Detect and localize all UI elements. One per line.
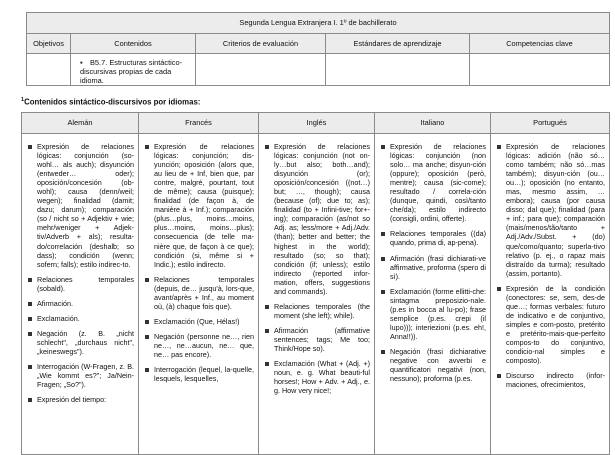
cell-estandares: [326, 54, 470, 86]
content-text: Estructuras sintáctico-discursivas propias de cada idioma.: [80, 58, 183, 85]
column-italiano: [375, 134, 491, 455]
list-item: Interrogación (lequel, la-quelle, lesquels, lesquelles,: [143, 365, 254, 383]
list-item: Exclamación (What + (Adj. +) noun, e. g. What beauti-ful horses!; How + Adv. + Adj., e. g. How very nice!;: [263, 359, 370, 395]
column-portugues: [491, 134, 610, 455]
lang-header-frances: Francés: [139, 113, 259, 134]
header-competencias: Competencias clave: [470, 34, 610, 54]
column-aleman: [22, 134, 139, 455]
list-item: Expresión de relaciones lógicas: conjunción (not on-ly…but also; both…and); disyunción (or); oposición/concesión ((not…) but; …, though); causa (because (of); due to; as); finalidad (to + Infini-tive; for+-ing); comparación (as/not so Adj. as; less/more + Adj./Adv. (than); better and better; the highest in the world); resultado (so; so that); condición (if; unless); estilo indirecto (reported infor-mation, offers, suggestions and commands).: [263, 142, 370, 296]
list-item: Negación (frasi dichiarative negative con avverbi e quantificatori negativi (non, nessuno); proforma (p.es.: [379, 347, 486, 383]
list-item: Expresión de relaciones lógicas: conjunción; dis-yunción; oposición (alors que, au lieu de + Inf, bien que, par contre, malgré, pourtant, tout de même); causa (puisque); finalidad (de façon à, de manière à + Inf.); comparación (plus…plus, moins…moins, plus…moins, moins…plus); consecuencia (de telle ma-nière que, de façon à ce que); condición (si, même si + Indic.); estilo indirecto.: [143, 142, 254, 269]
list-item: Expresión de relaciones lógicas: conjunción (so-wohl… als auch); disyunción (entweder… oder); oposición/concesión (ob-wohl); causa (denn/weil; wegen); finalidad (damit; dazu; darum); comparación (so / nicht so + Adjektiv + wie; mehr/weniger + Adjek-tiv/Adverb + als); resulta-do/correlación (deshalb; so dass); condición (wenn; sofern; falls); estilo indirec-to.: [26, 142, 134, 269]
frances-list: [143, 142, 254, 383]
section-title: [21, 97, 200, 107]
lang-header-portugues: Portugués: [491, 113, 610, 134]
aleman-list: [26, 142, 134, 404]
list-item: Discurso indirecto (infor-maciones, ofrecimientos,: [495, 371, 605, 389]
list-item: Negación (personne ne…, rien ne…, ne…aucun, ne… que, ne… pas encore).: [143, 332, 254, 359]
cell-contenidos: [71, 54, 196, 86]
header-criterios: Criterios de evaluación: [196, 34, 326, 54]
footnote-marker: 1: [21, 97, 25, 103]
ingles-list: [263, 142, 370, 395]
list-item: Interrogación (W-Fragen, z. B. „Wie kommt es?"; Ja/Nein-Fragen; „So?").: [26, 362, 134, 389]
cell-criterios: [196, 54, 326, 86]
header-objetivos: Objetivos: [27, 34, 71, 54]
cell-competencias: [470, 54, 610, 86]
list-item: Exclamación.: [26, 314, 134, 323]
list-item: Expresión de relaciones lógicas: adición (não só…como também; não só…mas também); disyun-ción (ou… ou…); oposición (no entanto, mas, mesmo assim, … embora); causa (por causa disso; dal que); finalidad (para + inf.; para que); comparación (mais/menos/tão/tanto + Adj./Adv./Subst. + (do) que/como/quanto; superla-tivo relativo (p. ej., o rapaz mais distraído da turma); resultado (assim, portanto).: [495, 142, 605, 278]
list-item: Afirmación.: [26, 299, 134, 308]
header-estandares: Estándares de aprendizaje: [326, 34, 470, 54]
list-item: Relaciones temporales (depuis, de… jusqu'à, lors-que, avant/après + Inf., au moment où, (à) chaque fois que).: [143, 275, 254, 311]
list-item: Expresión de relaciones lógicas: conjunción (non solo… ma anche; disyun-ción (oppure); oposición (però, mentre); causa (sic-come); resultado / correla-ción (dunque, quindi, così/tanto che/da); estilo indirecto (consigli, ordini, offerte).: [379, 142, 486, 223]
list-item: Afirmación (frasi dichiarati-ve affirmative, proforma (spero di sì).: [379, 254, 486, 281]
list-item: Relaciones temporales (the moment (she left); while).: [263, 302, 370, 320]
lang-header-italiano: Italiano: [375, 113, 491, 134]
column-ingles: [259, 134, 375, 455]
list-item: Expresión de la condición (conectores: se, sem, des-de que…; formas verbales: futuro de indicativo e de conjuntivo, simples e com-posto, pretérito e pretérito-mais-que-perfeito compos-to do conjuntivo, condicio-nal simples e composto).: [495, 284, 605, 365]
list-item: Relaciones temporales (sobald).: [26, 275, 134, 293]
italiano-list: [379, 142, 486, 383]
curriculum-table: [26, 12, 610, 86]
lang-header-aleman: Alemán: [22, 113, 139, 134]
column-frances: [139, 134, 259, 455]
list-item: Negación (z. B. „nicht schlecht", „durchaus nicht", „keineswegs").: [26, 329, 134, 356]
list-item: Exclamación (Que, Hélas!): [143, 317, 254, 326]
list-item: Exclamación (forme ellitti-che: sintagma preposizio-nale. (p.es in bocca al lu-po); frase semplice (p.es. crepi (il lupo))); interiezioni (p.es. eh!, Anna!!)).: [379, 287, 486, 341]
header-contenidos: Contenidos: [71, 34, 196, 54]
content-number: B5.7.: [90, 58, 108, 67]
cell-objetivos: [27, 54, 71, 86]
list-item: Afirmación (affirmative sentences; tags; Me too; Think/Hope so).: [263, 326, 370, 353]
lang-header-ingles: Inglés: [259, 113, 375, 134]
portugues-list: [495, 142, 605, 389]
list-item: Expresión del tiempo:: [26, 395, 134, 404]
languages-table: [21, 112, 610, 455]
content-bullet-icon: ▪: [80, 58, 83, 67]
list-item: Relaciones temporales ((da) quando, prima di, ap-pena).: [379, 229, 486, 247]
section-title-text: Contenidos sintáctico-discursivos por idiomas:: [24, 97, 201, 107]
table-title: Segunda Lengua Extranjera I. 1º de bachillerato: [27, 13, 610, 34]
